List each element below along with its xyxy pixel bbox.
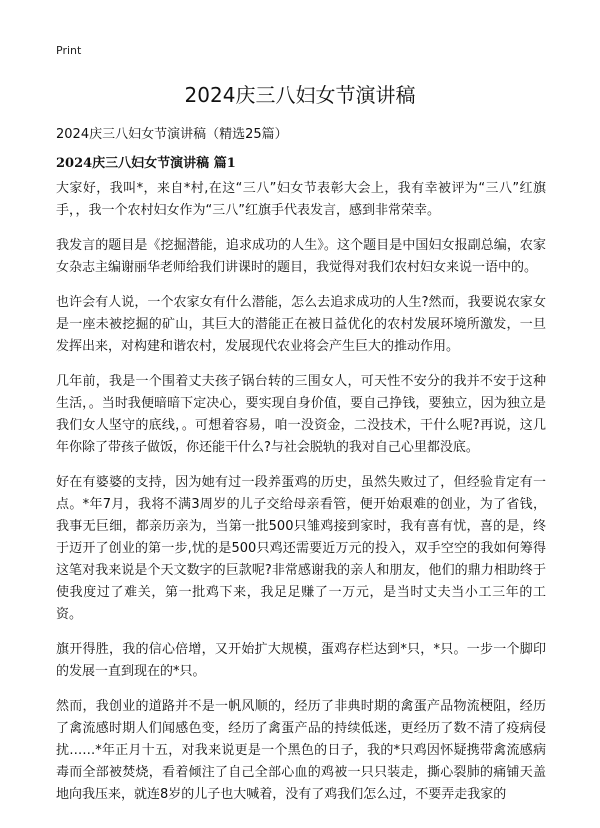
paragraph: 然而，我创业的道路并不是一帆风顺的，经历了非典时期的禽蛋产品物流梗阻，经历了禽流感时期人们闻感色变，经历了禽蛋产品的持续低迷，更经历了数不清了疫病侵扰……*年正月十五，对我来说更是一个黑色的日子，我的*只鸡因怀疑携带禽流感病毒而全部被焚烧，看着倾注了自己全部心血的鸡被一只只装走，撕心裂肺的痛铺天盖地向我压来，就连8岁的儿子也大喊着，没有了鸡我们怎么过，不要弄走我家的 [56,699,546,802]
paragraph: 我发言的题目是《挖掘潜能，追求成功的人生》。这个题目是中国妇女报副总编，农家女杂志主编谢丽华老师给我们讲课时的题目，我觉得对我们农村妇女来说一语中的。 [56,238,546,275]
paragraph: 旗开得胜，我的信心倍增，又开始扩大规模，蛋鸡存栏达到*只，*只。一步一个脚印的发展一直到现在的*只。 [56,642,546,679]
paragraph: 好在有婆婆的支持，因为她有过一段养蛋鸡的历史，虽然失败过了，但经验肯定有一点。*年7月，我将不满3周岁的儿子交给母亲看管，便开始艰难的创业，为了省钱，我事无巨细，都亲历亲为，当第一批500只雏鸡接到家时，我有喜有忧，喜的是，终于迈开了创业的第一步,忧的是500只鸡还需要近万元的投入，双手空空的我如何筹得这笔对我来说是个天文数字的巨款呢?非常感谢我的亲人和朋友，他们的鼎力相助终于使我度过了难关，第一批鸡下来，我足足赚了一万元，是当时丈夫当小工三年的工资。 [56,475,546,622]
print-label: Print [56,44,82,57]
paragraph: 也许会有人说，一个农家女有什么潜能，怎么去追求成功的人生?然而，我要说农家女是一座未被挖掘的矿山，其巨大的潜能正在被日益优化的农村发展环境所激发，一旦发挥出来，对构建和谐农村，发展现代农业将会产生巨大的推动作用。 [56,295,546,354]
document-body [56,178,546,819]
document-subtitle: 2024庆三八妇女节演讲稿（精选25篇） [56,127,288,142]
paragraph: 大家好，我叫*，来自*村,在这“三八”妇女节表彰大会上，我有幸被评为“三八”红旗手，，我一个农村妇女作为“三八”红旗手代表发言，感到非常荣幸。 [56,181,546,218]
paragraph: 几年前，我是一个围着丈夫孩子锅台转的三围女人，可天性不安分的我并不安于这种生活，。当时我便暗暗下定决心，要实现自身价值，要自己挣钱，要独立，因为独立是我们女人坚守的底线，。可想着容易，咱一没资金，二没技术，干什么呢?再说，这几年你除了带孩子做饭，你还能干什么?与社会脱轨的我对自己心里都没底。 [56,374,546,455]
document-title: 2024庆三八妇女节演讲稿 [184,83,416,107]
section-heading: 2024庆三八妇女节演讲稿 篇1 [56,156,236,171]
